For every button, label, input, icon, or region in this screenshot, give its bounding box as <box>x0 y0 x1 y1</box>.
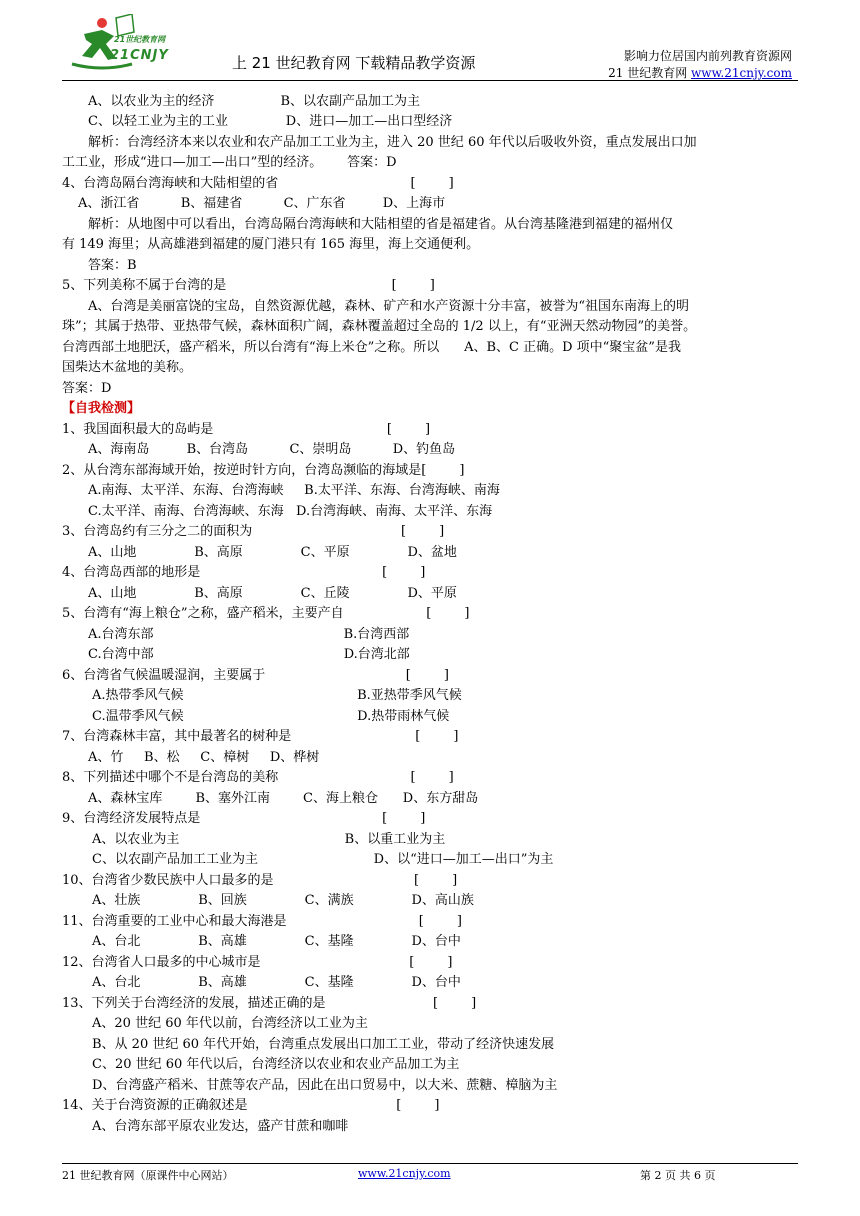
question-line: 1、我国面积最大的岛屿是 [ ] <box>62 422 431 437</box>
options-line: A、以农业为主 B、以重工业为主 <box>92 832 446 847</box>
section-heading: 【自我检测】 <box>62 401 141 416</box>
options-line: A.热带季风气候 B.亚热带季风气候 <box>92 688 462 703</box>
page-number: 第 2 页 共 6 页 <box>640 1169 716 1182</box>
options-line: C、以农副产品加工工业为主 D、以“进口—加工—出口”为主 <box>92 852 554 867</box>
answer-line: 答案：D <box>62 381 112 396</box>
header-site-link[interactable]: www.21cnjy.com <box>691 66 792 80</box>
footer-divider <box>62 1163 798 1164</box>
text-line: 珠”；其属于热带、亚热带气候，森林面积广阔，森林覆盖超过全岛的 1/2 以上，有“亚洲天然动物园”的美誉。 <box>62 319 697 334</box>
options-line: A、台北 B、高雄 C、基隆 D、台中 <box>92 975 461 990</box>
options-line: A、台湾东部平原农业发达，盛产甘蔗和咖啡 <box>92 1119 349 1134</box>
text-line: 国柴达木盆地的美称。 <box>62 360 193 375</box>
question-line: 5、下列美称不属于台湾的是 [ ] <box>62 278 435 293</box>
options-line: C.温带季风气候 D.热带雨林气候 <box>92 709 450 724</box>
options-line: C、20 世纪 60 年代以后，台湾经济以农业和农业产品加工为主 <box>92 1057 460 1072</box>
header-site <box>608 64 792 81</box>
header-slogan: 上 21 世纪教育网 下载精品教学资源 <box>232 54 476 72</box>
question-line: 4、台湾岛西部的地形是 [ ] <box>62 565 426 580</box>
question-line: 8、下列描述中哪个不是台湾岛的美称 [ ] <box>62 770 454 785</box>
header-tagline: 影响力位居国内前列教育资源网 <box>623 49 792 63</box>
text-line: 解析：从地图中可以看出，台湾岛隔台湾海峡和大陆相望的省是福建省。从台湾基隆港到福建的福州仅 <box>88 217 674 232</box>
question-line: 9、台湾经济发展特点是 [ ] <box>62 811 426 826</box>
options-line: B、从 20 世纪 60 年代开始，台湾重点发展出口加工工业，带动了经济快速发展 <box>92 1037 555 1052</box>
text-line: C、以轻工业为主的工业 D、进口—加工—出口型经济 <box>88 114 453 129</box>
question-line: 7、台湾森林丰富，其中最著名的树种是 [ ] <box>62 729 459 744</box>
options-line: C.台湾中部 D.台湾北部 <box>88 647 410 662</box>
text-line: A、台湾是美丽富饶的宝岛，自然资源优越，森林、矿产和水产资源十分丰富，被誉为“祖国东南海上的明 <box>88 299 690 314</box>
question-line: 10、台湾省少数民族中人口最多的是 [ ] <box>62 873 458 888</box>
options-line: A、20 世纪 60 年代以前，台湾经济以工业为主 <box>92 1016 368 1031</box>
text-line: 台湾西部土地肥沃，盛产稻米，所以台湾有“海上米仓”之称。所以 A、B、C 正确。D 项中“聚宝盆”是我 <box>62 340 681 355</box>
site-logo-icon <box>62 14 202 76</box>
question-line: 5、台湾有“海上粮仓”之称，盛产稻米，主要产自 [ ] <box>62 606 470 621</box>
question-line: 4、台湾岛隔台湾海峡和大陆相望的省 [ ] <box>62 176 454 191</box>
footer-link[interactable]: www.21cnjy.com <box>358 1167 451 1180</box>
question-line: 6、台湾省气候温暖湿润，主要属于 [ ] <box>62 668 449 683</box>
options-line: A、浙江省 B、福建省 C、广东省 D、上海市 <box>78 196 446 211</box>
options-line: A、海南岛 B、台湾岛 C、崇明岛 D、钓鱼岛 <box>88 442 456 457</box>
question-line: 13、下列关于台湾经济的发展，描述正确的是 [ ] <box>62 996 477 1011</box>
text-line: 工工业，形成“进口—加工—出口”型的经济。 答案：D <box>62 155 397 170</box>
options-line: C.太平洋、南海、台湾海峡、东海 D.台湾海峡、南海、太平洋、东海 <box>88 504 493 519</box>
options-line: A.台湾东部 B.台湾西部 <box>88 627 410 642</box>
options-line: A、山地 B、高原 C、丘陵 D、平原 <box>88 586 457 601</box>
footer-left: 21 世纪教育网（原课件中心网站） <box>62 1169 234 1182</box>
text-line: A、以农业为主的经济 B、以农副产品加工为主 <box>88 94 421 109</box>
options-line: A.南海、太平洋、东海、台湾海峡 B.太平洋、东海、台湾海峡、南海 <box>88 483 500 498</box>
page-header <box>62 14 798 84</box>
logo-big-text: 21CNJY <box>110 48 169 63</box>
text-line: 有 149 海里；从高雄港到福建的厦门港只有 165 海里，海上交通便利。 <box>62 237 480 252</box>
header-site-name: 21 世纪教育网 <box>608 66 692 80</box>
options-line: A、壮族 B、回族 C、满族 D、高山族 <box>92 893 474 908</box>
answer-line: 答案：B <box>88 258 137 273</box>
question-line: 14、关于台湾资源的正确叙述是 [ ] <box>62 1098 440 1113</box>
question-line: 2、从台湾东部海域开始，按逆时针方向，台湾岛濒临的海域是[ ] <box>62 463 465 478</box>
question-line: 11、台湾重要的工业中心和最大海港是 [ ] <box>62 914 462 929</box>
header-divider <box>62 80 798 81</box>
text-line: 解析：台湾经济本来以农业和农产品加工工业为主，进入 20 世纪 60 年代以后吸收外资，重点发展出口加 <box>88 135 697 150</box>
options-line: A、森林宝库 B、塞外江南 C、海上粮仓 D、东方甜岛 <box>88 791 479 806</box>
question-line: 3、台湾岛约有三分之二的面积为 [ ] <box>62 524 445 539</box>
options-line: D、台湾盛产稻米、甘蔗等农产品，因此在出口贸易中，以大米、蔗糖、樟脑为主 <box>92 1078 558 1093</box>
options-line: A、山地 B、高原 C、平原 D、盆地 <box>88 545 457 560</box>
options-line: A、台北 B、高雄 C、基隆 D、台中 <box>92 934 461 949</box>
logo-small-text: 21世纪教育网 <box>114 35 166 44</box>
options-line: A、竹 B、松 C、樟树 D、桦树 <box>88 750 320 765</box>
question-line: 12、台湾省人口最多的中心城市是 [ ] <box>62 955 453 970</box>
